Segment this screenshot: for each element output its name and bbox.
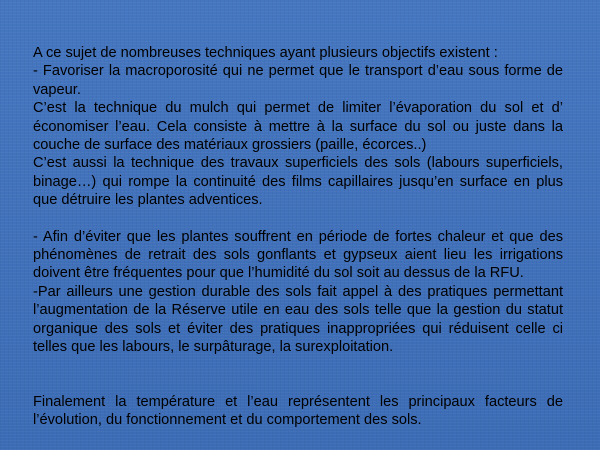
mulch-paragraph: C’est la technique du mulch qui permet de limiter l’évaporation du sol et d’ économiser l’eau. Cela consiste à mettre à la surface du sol ou juste dans la couche de surface des matériaux grossiers (paille, écorces..) xyxy=(33,100,563,154)
irrigation-paragraph: - Afin d’éviter que les plantes souffrent en période de fortes chaleur et que des phénomènes de retrait des sols gonflants et gypseux aient lieu les irrigations doivent être fréquentes pour que l’humidité du sol soit au dessus de la RFU. xyxy=(33,228,563,282)
intro-paragraph: A ce sujet de nombreuses techniques ayant plusieurs objectifs existent : xyxy=(33,45,498,61)
spacer xyxy=(33,357,563,393)
spacer xyxy=(33,210,563,228)
tillage-paragraph: C’est aussi la technique des travaux superficiels des sols (labours superficiels, binage…) qui rompe la continuité des films capillaires jusqu’en surface en plus que détruire les plantes adventices. xyxy=(33,155,563,209)
slide-body xyxy=(33,44,563,429)
conclusion-paragraph: Finalement la température et l’eau représentent les principaux facteurs de l’évolution, du fonctionnement et du comportement des sols. xyxy=(33,393,563,428)
soil-management-paragraph: -Par ailleurs une gestion durable des sols fait appel à des pratiques permettant l’augmentation de la Réserve utile en eau des sols telle que la gestion du statut organique des sols et éviter des pratiques inappropriées qui réduisent celle ci telles que les labours, le surpâturage, la surexploitation. xyxy=(33,283,563,356)
macroporosity-paragraph: - Favoriser la macroporosité qui ne permet que le transport d’eau sous forme de vapeur. xyxy=(33,63,563,98)
